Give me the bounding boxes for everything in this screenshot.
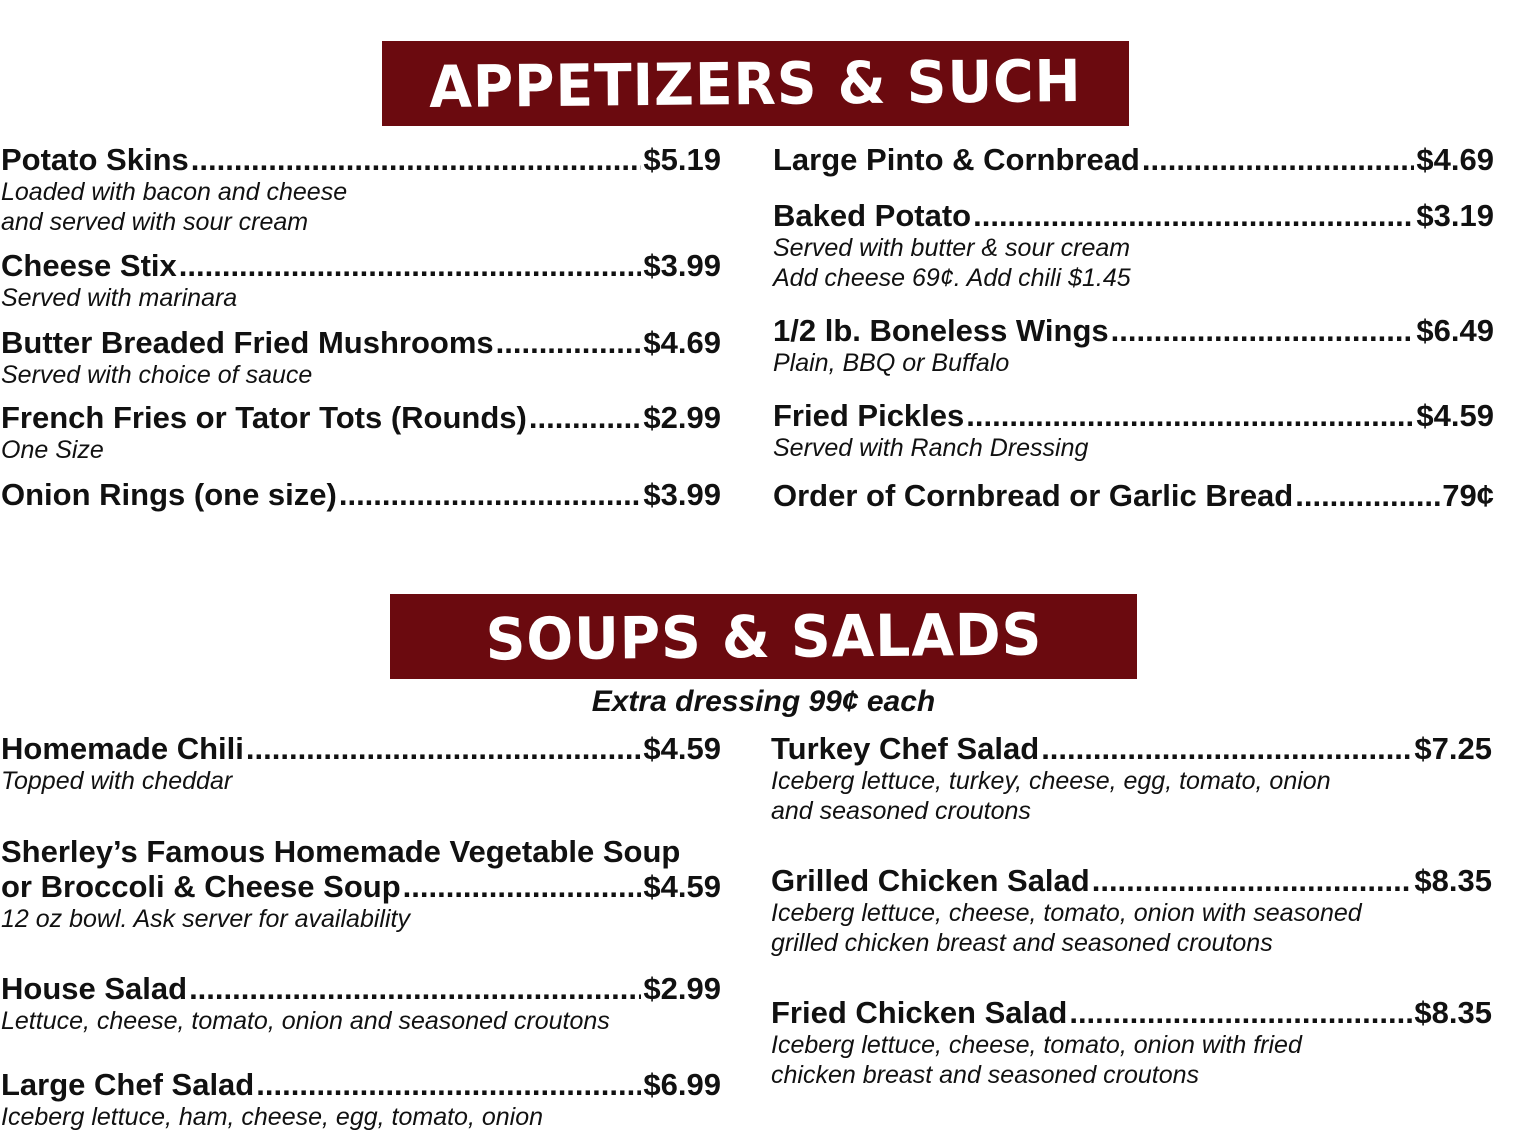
section-title: APPETIZERS & SUCH — [429, 46, 1082, 121]
item-description: Served with Ranch Dressing — [773, 434, 1089, 462]
dot-leader — [973, 198, 1414, 233]
item-description: Plain, BBQ or Buffalo — [773, 349, 1010, 377]
menu-item — [1, 400, 721, 465]
item-price: $4.69 — [643, 325, 721, 360]
item-price: $3.99 — [643, 477, 721, 512]
item-name: Order of Cornbread or Garlic Bread — [773, 478, 1294, 513]
dot-leader — [1295, 478, 1440, 513]
item-description: 12 oz bowl. Ask server for availability — [1, 905, 410, 933]
dressing-note: Extra dressing 99¢ each — [591, 685, 936, 718]
dot-leader — [496, 325, 642, 360]
menu-item — [1, 477, 721, 512]
menu-item — [771, 863, 1492, 958]
dot-leader — [256, 1067, 641, 1102]
menu-item — [771, 731, 1492, 826]
item-price: $8.35 — [1414, 863, 1492, 898]
item-price: $3.19 — [1416, 198, 1494, 233]
item-name: House Salad — [1, 971, 188, 1006]
item-name: French Fries or Tator Tots (Rounds) — [1, 400, 527, 435]
dot-leader — [1069, 995, 1412, 1030]
menu-item — [773, 313, 1494, 378]
item-price: $4.59 — [643, 869, 721, 904]
dot-leader — [1111, 313, 1415, 348]
item-description: and seasoned croutons — [771, 797, 1031, 825]
dot-leader — [1041, 731, 1412, 766]
item-description: Topped with cheddar — [1, 767, 233, 795]
item-name: Fried Chicken Salad — [771, 995, 1068, 1030]
dot-leader — [1092, 863, 1413, 898]
dot-leader — [529, 400, 642, 435]
item-description: Iceberg lettuce, turkey, cheese, egg, tomato, onion — [771, 767, 1331, 795]
item-description: Served with marinara — [1, 284, 238, 312]
item-name: Large Pinto & Cornbread — [773, 142, 1140, 177]
item-name: Onion Rings (one size) — [1, 477, 337, 512]
dot-leader — [403, 869, 642, 904]
item-price: $6.99 — [643, 1067, 721, 1102]
menu-item — [1, 971, 721, 1036]
item-description: Add cheese 69¢. Add chili $1.45 — [773, 264, 1131, 292]
item-description: Iceberg lettuce, cheese, tomato, onion with seasoned — [771, 899, 1362, 927]
item-name: Potato Skins — [1, 142, 189, 177]
menu-item — [1, 248, 721, 313]
menu-item — [1, 1067, 721, 1132]
item-name-line: Sherley’s Famous Homemade Vegetable Soup — [1, 834, 681, 869]
menu-item — [1, 325, 721, 390]
item-price: 79¢ — [1442, 478, 1494, 513]
dot-leader — [189, 971, 641, 1006]
menu-item — [773, 198, 1494, 293]
item-description: One Size — [1, 436, 104, 464]
dot-leader — [339, 477, 642, 512]
dot-leader — [966, 398, 1414, 433]
menu-item — [773, 142, 1494, 177]
dot-leader — [1142, 142, 1415, 177]
item-price: $3.99 — [643, 248, 721, 283]
item-price: $7.25 — [1414, 731, 1492, 766]
item-description: grilled chicken breast and seasoned croutons — [771, 929, 1273, 957]
dot-leader — [191, 142, 642, 177]
dot-leader — [179, 248, 642, 283]
item-description: and served with sour cream — [1, 208, 309, 236]
item-name: Cheese Stix — [1, 248, 177, 283]
menu-item — [1, 731, 721, 796]
menu-item — [773, 478, 1494, 513]
item-price: $2.99 — [643, 971, 721, 1006]
item-name: Butter Breaded Fried Mushrooms — [1, 325, 494, 360]
item-name: Baked Potato — [773, 198, 972, 233]
dot-leader — [246, 731, 642, 766]
item-description: chicken breast and seasoned croutons — [771, 1061, 1200, 1089]
item-description: Loaded with bacon and cheese — [1, 178, 348, 206]
item-name: Homemade Chili — [1, 731, 244, 766]
item-name: Fried Pickles — [773, 398, 965, 433]
item-price: $8.35 — [1414, 995, 1492, 1030]
item-name: Grilled Chicken Salad — [771, 863, 1090, 898]
item-price: $4.69 — [1416, 142, 1494, 177]
menu-item — [1, 142, 721, 237]
item-price: $6.49 — [1416, 313, 1494, 348]
section-banner-soups — [390, 594, 1137, 679]
item-description: Served with choice of sauce — [1, 361, 313, 389]
item-price: $4.59 — [1416, 398, 1494, 433]
item-name: Turkey Chef Salad — [771, 731, 1040, 766]
menu-item — [1, 834, 721, 934]
item-price: $2.99 — [643, 400, 721, 435]
section-title: SOUPS & SALADS — [484, 599, 1043, 674]
item-description: Served with butter & sour cream — [773, 234, 1131, 262]
item-name: Large Chef Salad — [1, 1067, 255, 1102]
item-description: Lettuce, cheese, tomato, onion and seasoned croutons — [1, 1007, 610, 1035]
item-description: Iceberg lettuce, cheese, tomato, onion with fried — [771, 1031, 1302, 1059]
item-price: $4.59 — [643, 731, 721, 766]
item-name: 1/2 lb. Boneless Wings — [773, 313, 1109, 348]
section-banner-appetizers — [382, 41, 1129, 126]
item-name: or Broccoli & Cheese Soup — [1, 869, 401, 904]
menu-item — [771, 995, 1492, 1090]
menu-item — [773, 398, 1494, 463]
item-price: $5.19 — [643, 142, 721, 177]
item-description: Iceberg lettuce, ham, cheese, egg, tomato, onion — [1, 1103, 544, 1131]
